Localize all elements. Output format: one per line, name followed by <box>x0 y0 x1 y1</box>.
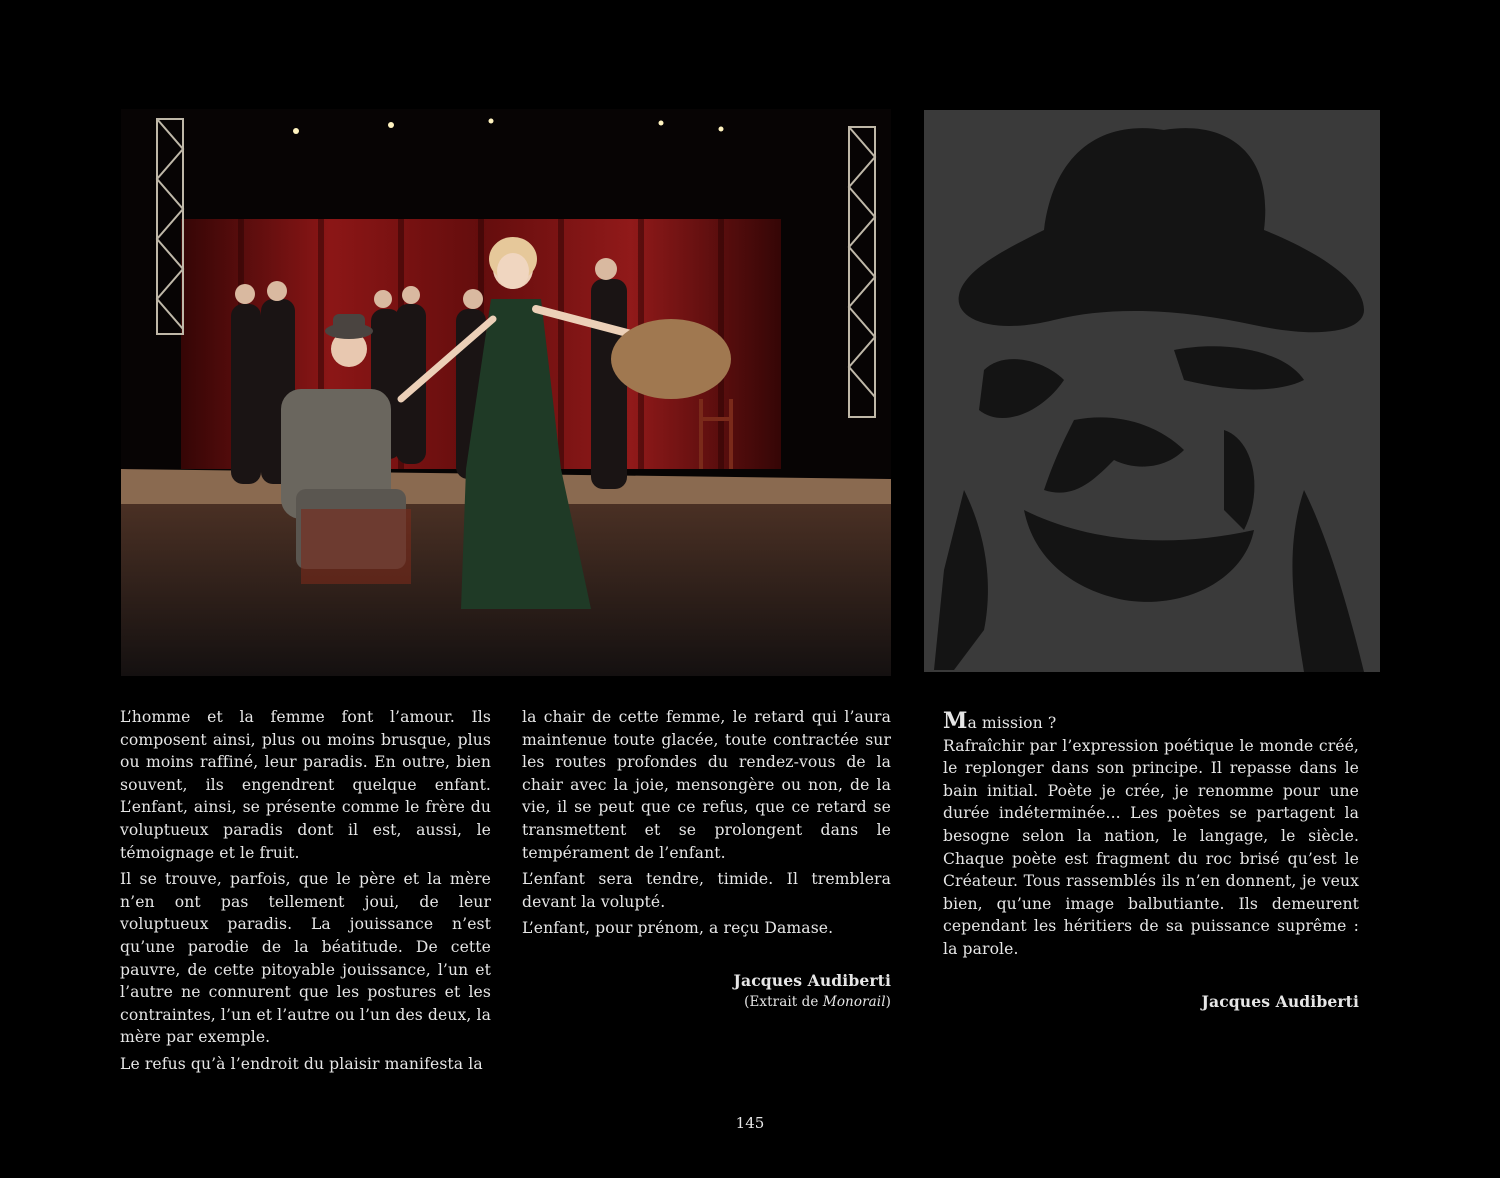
source-prefix: (Extrait de <box>744 993 823 1010</box>
paragraph: L’homme et la femme font l’amour. Ils composent ainsi, plus ou moins brusque, plus ou moins raffiné, leur paradis. En outre, bien souvent, ils engendrent quelque enfant. L’enfant, ainsi, se présente comme le frère du voluptueux paradis dont il est, aussi, le témoignage et le fruit. <box>120 708 491 862</box>
paragraph: L’enfant, pour prénom, a reçu Damase. <box>522 919 834 938</box>
page-number: 145 <box>735 1114 765 1132</box>
paragraph: Rafraîchir par l’expression poétique le monde créé, le replonger dans son principe. Il repasse dans le bain initial. Poète je crée, je renomme pour une durée indéterminée... Les poètes se partagent la besogne selon la nation, le langage, le siècle. Chaque poète est fragment du roc brisé qu’est le Créateur. Tous rassemblés ils n’en donnent, je veux bien, qu’une image balbutiante. Ils demeurent cependant les héritiers de sa puissance suprême : la parole. <box>943 736 1359 958</box>
heading-text: a mission ? <box>967 714 1057 732</box>
text-column-right <box>943 710 1359 1013</box>
paragraph: Il se trouve, parfois, que le père et la mère n’en ont pas tellement joui, de leur voluptueux paradis. La jouissance n’est qu’une parodie de la béatitude. De cette pauvre, de cette pitoyable jouissance, l’un et l’autre ne connurent que les postures et les contraintes, l’un et l’autre ou l’un des deux, la mère par exemple. <box>120 870 491 1047</box>
author-signature: Jacques Audiberti <box>733 970 891 990</box>
paragraph: la chair de cette femme, le retard qui l’aura maintenue toute glacée, toute contractée sur les routes profondes du rendez-vous de la chair avec la joie, mensongère ou non, de la vie, il se peut que ce refus, que ce retard se transmettent et se prolongent dans le tempérament de l’enfant. <box>522 708 891 862</box>
paragraph: L’enfant sera tendre, timide. Il tremblera devant la volupté. <box>522 870 891 911</box>
drop-cap: M <box>943 708 968 734</box>
portrait-illustration <box>924 110 1380 672</box>
source-citation <box>522 993 891 1011</box>
section-heading <box>943 710 1359 735</box>
text-column-left <box>120 706 491 1080</box>
author-signature: Jacques Audiberti <box>1201 991 1359 1011</box>
source-suffix: ) <box>885 993 891 1010</box>
text-column-middle <box>522 706 891 1011</box>
source-title: Monorail <box>822 993 886 1010</box>
paragraph: Le refus qu’à l’endroit du plaisir manifesta la <box>120 1054 483 1073</box>
stage-photograph <box>121 109 891 676</box>
